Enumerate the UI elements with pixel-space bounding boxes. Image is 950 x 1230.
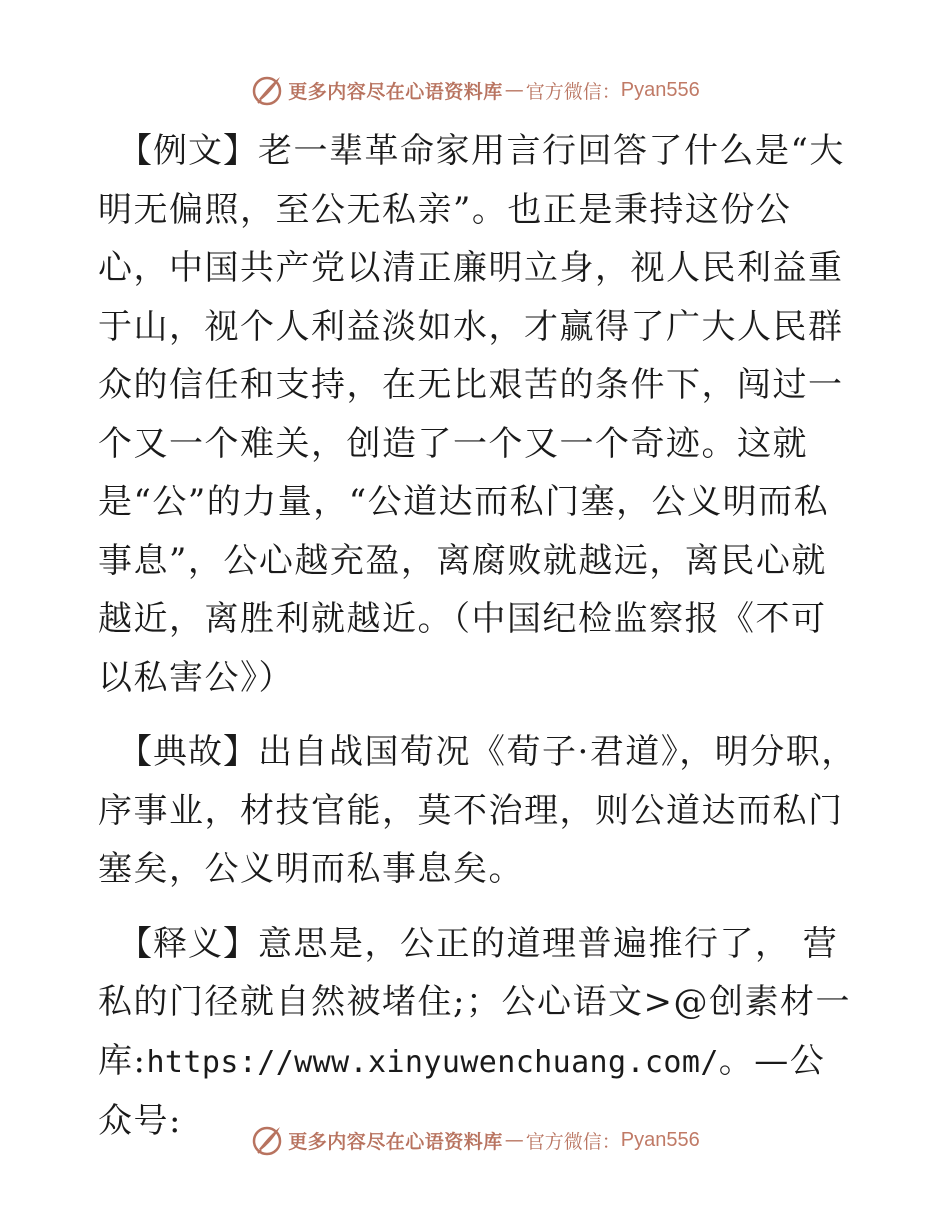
banner-separator: — (504, 1129, 524, 1151)
banner-separator: — (504, 79, 524, 101)
banner-wechat-label: 官方微信： (525, 1130, 621, 1153)
example-text: 老一辈革命家用言行回答了什么是“大明无偏照，至公无私亲”。也正是秉持这份公心，中国共产党以清正廉明立身，视人民利益重于山，视个人利益淡如水，才赢得了广大人民群众的信任和支持，在无比艰苦的条件下，闯过一个又一个难关，创造了一个又一个奇迹。这就是“公”的力量，“公道达而私门塞，公义明而私事息”，公心越充盈，离腐败就越远，离民心就越近，离胜利就越近。（中国纪检监察报《不可以私害公》） (98, 131, 845, 698)
allusion-text: 出自战国荀况《荀子·君道》，明分职，序事业，材技官能，莫不治理，则公道达而私门塞矣，公义明而私事息矣。 (98, 732, 857, 889)
header-banner (0, 72, 950, 108)
website-link[interactable]: https://www.xinyuwenchuang.com/ (146, 1044, 719, 1080)
example-tag: 【例文】 (118, 131, 258, 171)
footer-banner (0, 1122, 950, 1158)
meaning-text: 意思是，公正的道理普遍推行了， 营私的门径就自然被堵住;；公心语文>@创素材一库: (98, 923, 851, 1081)
quill-pen-logo-icon (250, 1123, 284, 1157)
allusion-paragraph (98, 723, 858, 899)
example-paragraph (98, 122, 858, 707)
meaning-paragraph (98, 915, 858, 1151)
quill-pen-logo-icon (250, 73, 284, 107)
banner-main-text: 更多内容尽在心语资料库 (288, 80, 503, 103)
allusion-tag: 【典故】 (118, 732, 258, 772)
banner-wechat-id: Pyan556 (620, 78, 700, 101)
meaning-tag: 【释义】 (118, 923, 258, 964)
document-body (98, 122, 858, 1167)
banner-wechat-label: 官方微信： (525, 80, 621, 103)
meaning-tail: 。—公众号: (98, 1040, 826, 1141)
banner-main-text: 更多内容尽在心语资料库 (288, 1130, 503, 1153)
banner-wechat-id: Pyan556 (620, 1128, 700, 1151)
